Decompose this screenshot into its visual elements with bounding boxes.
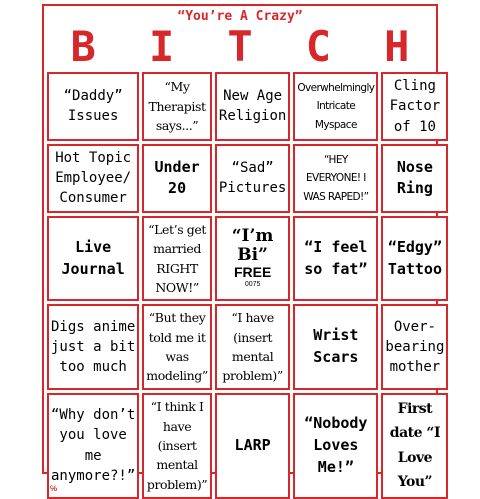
bingo-cell[interactable] — [47, 304, 139, 390]
cell-text: “Daddy” Issues — [63, 88, 123, 125]
free-space-quote: “I’m Bi” — [231, 226, 274, 265]
header-letter-b: B — [70, 22, 96, 71]
cell-text: “Why don’t you love me anymore?!” — [51, 407, 136, 485]
cell-text: “Let’s get married RIGHT NOW!” — [148, 221, 207, 295]
free-space-label: FREE — [233, 263, 272, 280]
bingo-cell[interactable] — [381, 72, 448, 141]
cell-text: Digs anime just a bit too much — [51, 318, 136, 376]
cell-text: “I have (insert mental problem)” — [222, 310, 283, 384]
cell-text: Over-bearing mother — [385, 318, 445, 376]
bingo-cell[interactable] — [142, 216, 212, 302]
cell-text: “Nobody Loves Me!” — [304, 414, 368, 476]
bingo-cell[interactable] — [381, 216, 448, 302]
bingo-cell[interactable] — [293, 216, 378, 302]
header-letter-t: T — [227, 22, 253, 71]
bingo-cell[interactable] — [293, 393, 378, 499]
bingo-cell[interactable] — [381, 304, 448, 390]
bingo-cell[interactable] — [47, 216, 139, 302]
cell-text: Cling Factor of 10 — [389, 78, 441, 135]
cell-text: Overwhelmingly Intricate Myspace — [297, 81, 375, 131]
bingo-header — [44, 22, 436, 72]
corner-mark-icon: ℅ — [50, 484, 58, 494]
cell-text: “My Therapist says...” — [148, 79, 206, 134]
card-subtitle: “You’re A Crazy” — [177, 9, 303, 24]
bingo-cell[interactable] — [47, 144, 139, 213]
cell-text: Live Journal — [61, 237, 125, 278]
bingo-cell[interactable] — [293, 304, 378, 390]
cell-text: Hot Topic Employee/ Consumer — [55, 149, 132, 207]
cell-text: New Age Religion — [218, 88, 287, 125]
cell-text: Nose Ring — [396, 157, 433, 198]
free-space[interactable] — [215, 216, 290, 302]
bingo-cell[interactable] — [142, 393, 212, 499]
bingo-cell[interactable] — [381, 393, 448, 499]
bingo-card — [42, 4, 445, 494]
header-letter-i: I — [148, 22, 175, 71]
cell-text: “I think I have (insert mental problem)” — [146, 399, 208, 492]
bingo-cell[interactable] — [293, 144, 378, 213]
cell-text: “Edgy” Tattoo — [387, 237, 442, 278]
bingo-cell[interactable] — [142, 72, 212, 141]
bingo-cell[interactable] — [381, 144, 448, 213]
cell-text: “Sad” Pictures — [218, 160, 287, 197]
free-space-code: 0075 — [244, 281, 261, 289]
cell-text: “I feel so fat” — [304, 237, 368, 278]
bingo-cell[interactable] — [215, 144, 290, 213]
header-letter-c: C — [305, 22, 332, 71]
bingo-cell[interactable] — [215, 393, 290, 499]
header-letter-h: H — [384, 22, 410, 71]
bingo-cell[interactable] — [293, 72, 378, 141]
bingo-cell[interactable] — [47, 393, 139, 499]
bingo-cell[interactable] — [142, 144, 212, 213]
bingo-cell[interactable] — [142, 304, 212, 390]
cell-text: First date “I Love You” — [389, 400, 441, 491]
cell-text: “HEY EVERYONE! I WAS RAPED!” — [303, 153, 369, 203]
bingo-cell[interactable] — [215, 304, 290, 390]
bingo-cell[interactable] — [215, 72, 290, 141]
cell-text: Wrist Scars — [313, 326, 359, 367]
cell-text: Under 20 — [154, 157, 200, 198]
cell-text: LARP — [234, 435, 271, 454]
bingo-cell[interactable] — [47, 72, 139, 141]
cell-text: “But they told me it was modeling” — [146, 310, 208, 384]
bingo-grid — [47, 72, 445, 494]
